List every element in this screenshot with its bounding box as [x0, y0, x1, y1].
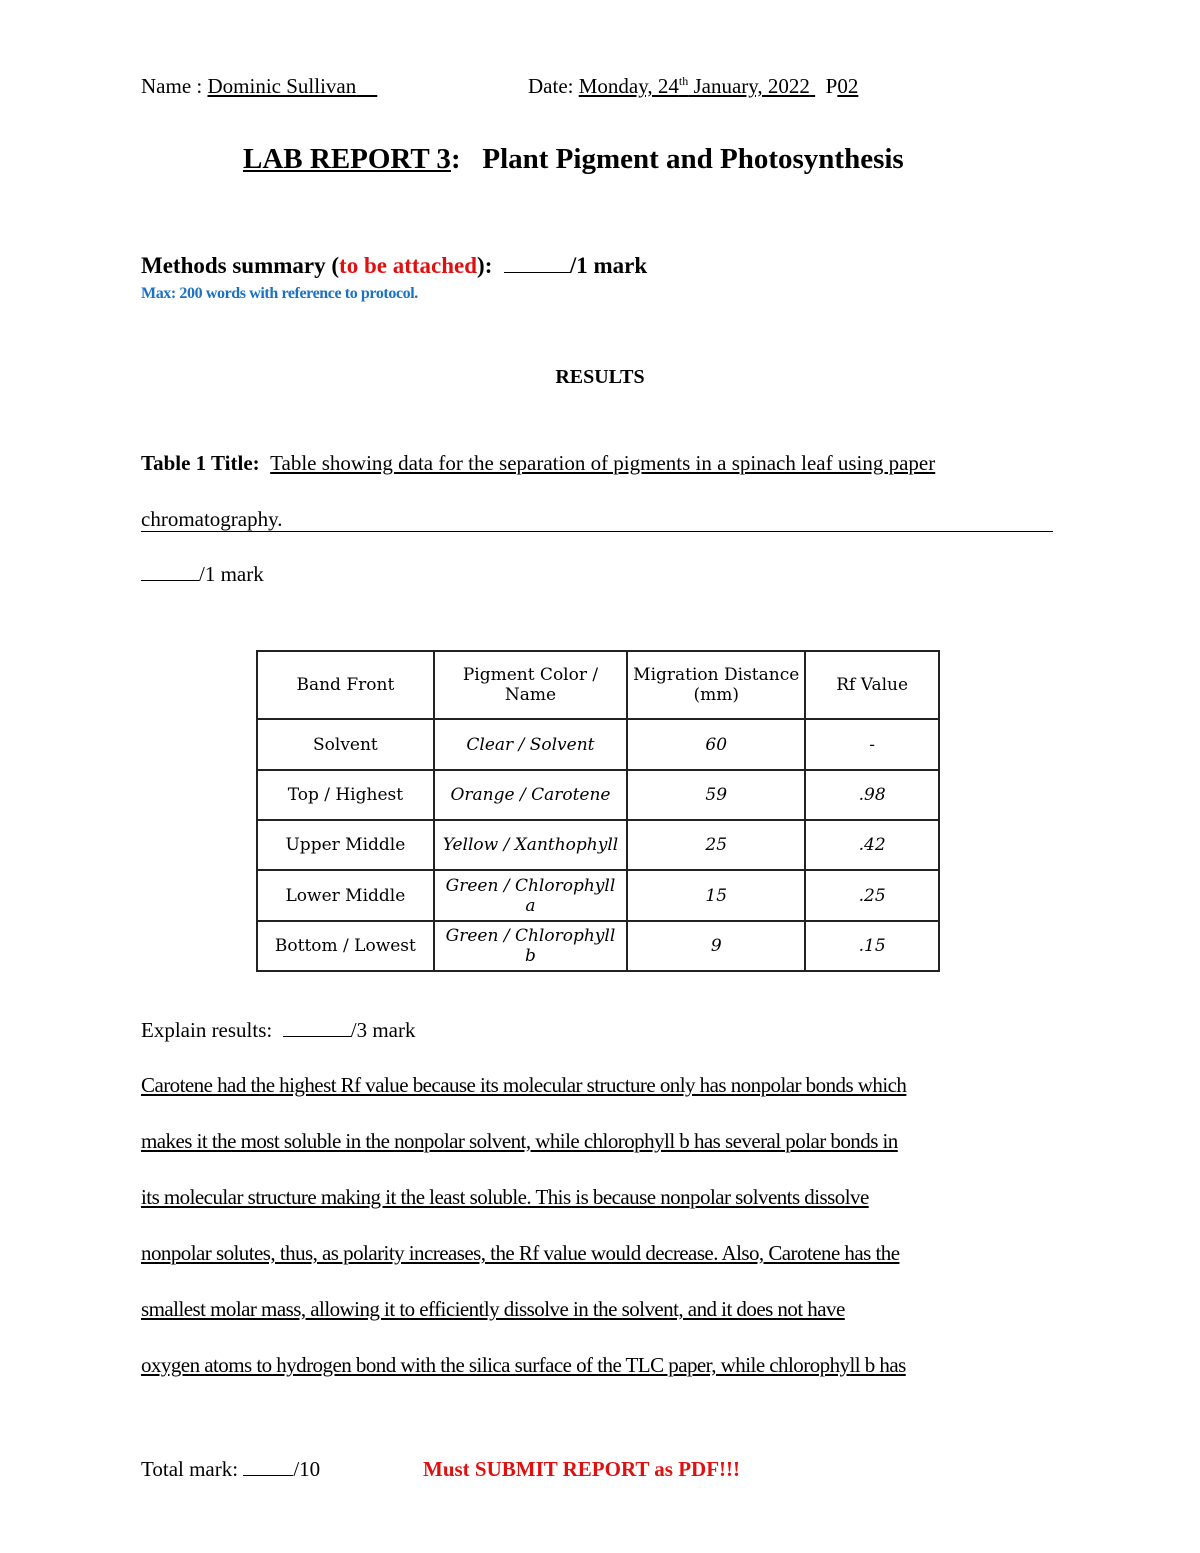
explain-line-6: oxygen atoms to hydrogen bond with the silica surface of the TLC paper, while chlorophyll b has — [141, 1353, 906, 1377]
table-row — [257, 770, 939, 820]
explain-line-5: smallest molar mass, allowing it to efficiently dissolve in the solvent, and it does not have — [141, 1297, 845, 1321]
header-line — [141, 74, 377, 99]
table-row — [257, 921, 939, 971]
table1-title-text1: Table showing data for the separation of pigments in a spinach leaf using paper — [270, 451, 936, 475]
cell-rf: .98 — [805, 770, 939, 820]
table-row — [257, 719, 939, 769]
table-row — [257, 870, 939, 920]
explain-line-1: Carotene had the highest Rf value because its molecular structure only has nonpolar bonds which — [141, 1073, 907, 1097]
name-value: Dominic Sullivan — [207, 74, 357, 98]
explain-label: Explain results: — [141, 1018, 278, 1042]
cell-pigment: Orange / Carotene — [434, 770, 627, 820]
title-prefix: LAB REPORT 3 — [243, 143, 451, 175]
title-colon: : — [450, 143, 461, 175]
cell-pigment: Yellow / Xanthophyll — [434, 820, 627, 870]
cell-rf: - — [805, 719, 939, 769]
table1-title-line1 — [141, 451, 935, 476]
methods-label: Methods summary ( — [141, 253, 340, 278]
explain-line-4: nonpolar solutes, thus, as polarity increases, the Rf value would decrease. Also, Carotene has the — [141, 1241, 900, 1265]
date-value: Monday, 24th January, 2022 — [578, 74, 810, 98]
cell-distance: 9 — [627, 921, 805, 971]
cell-band: Top / Highest — [257, 770, 434, 820]
cell-pigment: Green / Chlorophyll a — [434, 870, 627, 920]
header-band: Band Front — [257, 651, 434, 719]
table-header-row — [257, 651, 939, 719]
page-title — [243, 143, 904, 176]
name-label: Name : — [141, 74, 208, 98]
methods-mark-blank — [504, 254, 570, 273]
methods-label-end: ): — [477, 253, 493, 278]
table1-title-line2 — [141, 507, 1053, 532]
explain-mark: /3 mark — [350, 1018, 416, 1042]
cell-band: Solvent — [257, 719, 434, 769]
methods-summary — [141, 253, 647, 279]
table1-title-text2: chromatography. — [141, 507, 283, 531]
total-mark-line — [141, 1457, 320, 1482]
cell-band: Lower Middle — [257, 870, 434, 920]
table1-mark-blank — [141, 562, 199, 581]
cell-distance: 60 — [627, 719, 805, 769]
period-value: 02 — [837, 74, 859, 98]
header-distance: Migration Distance (mm) — [627, 651, 805, 719]
header-rf: Rf Value — [805, 651, 939, 719]
total-mark-blank — [243, 1457, 293, 1476]
date-line — [528, 74, 858, 99]
submit-note: Must SUBMIT REPORT as PDF!!! — [423, 1457, 740, 1481]
table1-mark: /1 mark — [199, 562, 264, 586]
explain-mark-blank — [283, 1018, 351, 1037]
cell-distance: 25 — [627, 820, 805, 870]
results-heading: RESULTS — [555, 366, 645, 388]
pigment-table — [256, 650, 940, 972]
cell-pigment: Clear / Solvent — [434, 719, 627, 769]
table-row — [257, 820, 939, 870]
explain-line-3: its molecular structure making it the least soluble. This is because nonpolar solvents dissolve — [141, 1185, 869, 1209]
table1-mark-line — [141, 562, 264, 587]
explain-line-2: makes it the most soluble in the nonpolar solvent, while chlorophyll b has several polar bonds in — [141, 1129, 898, 1153]
title-main: Plant Pigment and Photosynthesis — [482, 143, 904, 175]
cell-rf: .25 — [805, 870, 939, 920]
methods-attached: to be attached — [339, 253, 478, 278]
cell-distance: 15 — [627, 870, 805, 920]
header-pigment: Pigment Color / Name — [434, 651, 627, 719]
total-label: Total mark: — [141, 1457, 244, 1481]
cell-rf: .15 — [805, 921, 939, 971]
methods-note: Max: 200 words with reference to protocol. — [141, 285, 418, 302]
date-label: Date: — [528, 74, 579, 98]
cell-band: Bottom / Lowest — [257, 921, 434, 971]
cell-band: Upper Middle — [257, 820, 434, 870]
total-mark: /10 — [293, 1457, 321, 1481]
table1-title-label: Table 1 Title: — [141, 451, 260, 475]
cell-pigment: Green / Chlorophyll b — [434, 921, 627, 971]
methods-mark: /1 mark — [569, 253, 648, 278]
cell-distance: 59 — [627, 770, 805, 820]
period-label: P — [825, 74, 838, 98]
explain-label-line — [141, 1018, 415, 1043]
cell-rf: .42 — [805, 820, 939, 870]
